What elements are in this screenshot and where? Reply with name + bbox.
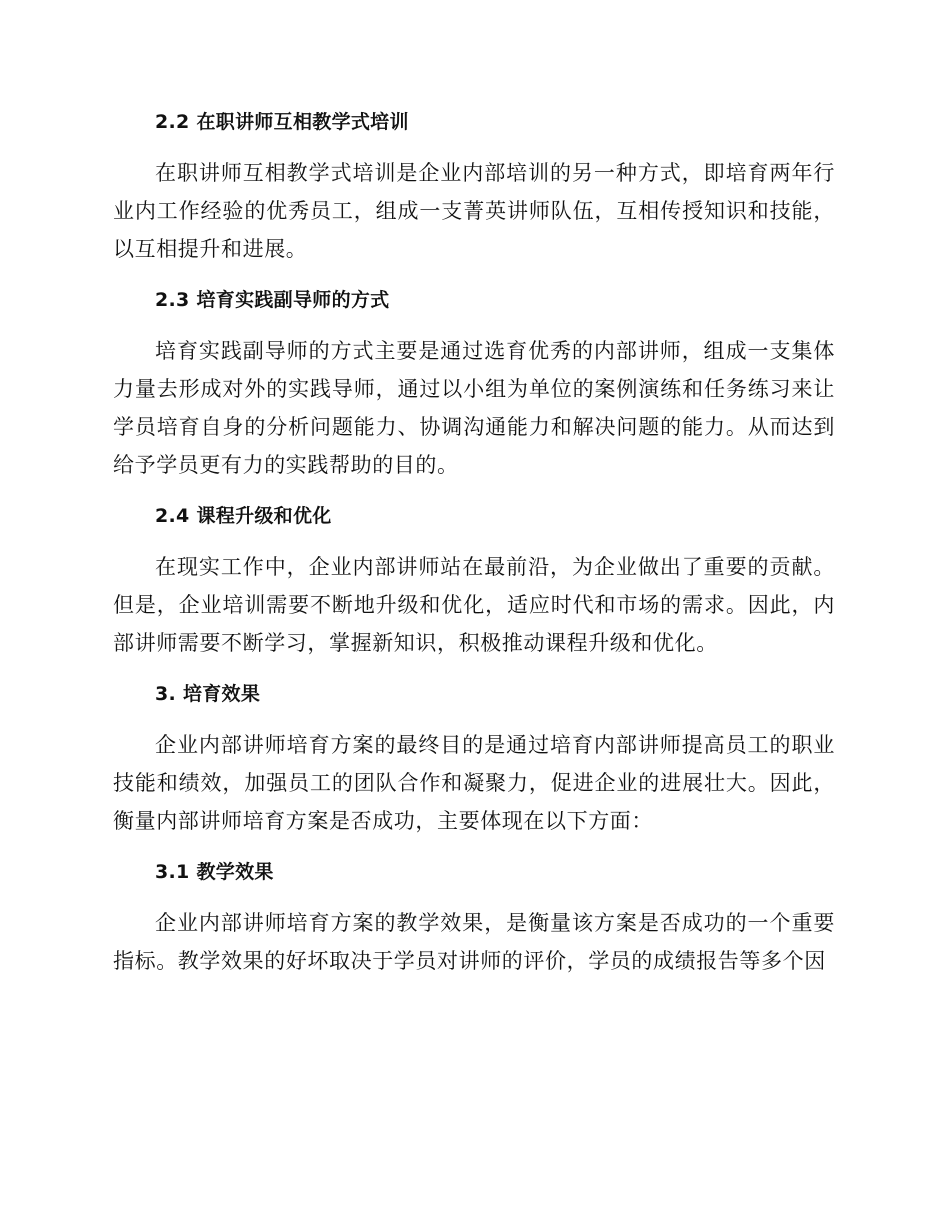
- document-page: [113, 108, 835, 998]
- section-paragraph-2-4: 在现实工作中，企业内部讲师站在最前沿，为企业做出了重要的贡献。但是，企业培训需要不断地升级和优化，适应时代和市场的需求。因此，内部讲师需要不断学习，掌握新知识，积极推动课程升级和优化。: [113, 555, 835, 655]
- section-paragraph-3: 企业内部讲师培育方案的最终目的是通过培育内部讲师提高员工的职业技能和绩效，加强员工的团队合作和凝聚力，促进企业的进展壮大。因此，衡量内部讲师培育方案是否成功，主要体现在以下方面：: [113, 733, 835, 833]
- section-heading-2-3: 2.3 培育实践副导师的方式: [155, 289, 390, 311]
- section-heading-3: 3. 培育效果: [155, 683, 261, 705]
- section-paragraph-2-3: 培育实践副导师的方式主要是通过选育优秀的内部讲师，组成一支集体力量去形成对外的实践导师，通过以小组为单位的案例演练和任务练习来让学员培育自身的分析问题能力、协调沟通能力和解决问题的能力。从而达到给予学员更有力的实践帮助的目的。: [113, 339, 835, 477]
- section-heading-3-1: 3.1 教学效果: [155, 861, 274, 883]
- section-paragraph-3-1: 企业内部讲师培育方案的教学效果，是衡量该方案是否成功的一个重要指标。教学效果的好坏取决于学员对讲师的评价，学员的成绩报告等多个因: [113, 911, 835, 973]
- section-paragraph-2-2: 在职讲师互相教学式培训是企业内部培训的另一种方式，即培育两年行业内工作经验的优秀员工，组成一支菁英讲师队伍，互相传授知识和技能，以互相提升和进展。: [113, 161, 835, 261]
- section-heading-2-4: 2.4 课程升级和优化: [155, 505, 332, 527]
- section-heading-2-2: 2.2 在职讲师互相教学式培训: [155, 111, 409, 133]
